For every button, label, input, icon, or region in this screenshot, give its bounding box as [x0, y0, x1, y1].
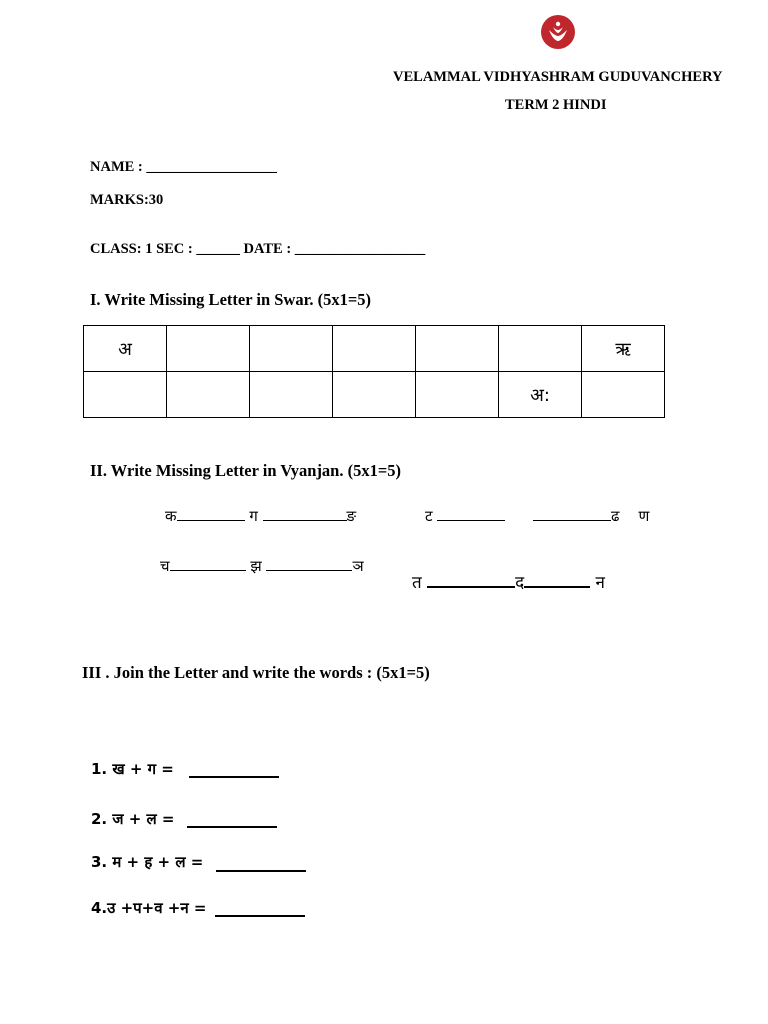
letter: द	[515, 573, 525, 593]
swar-cell: ऋ	[582, 326, 665, 372]
swar-cell	[333, 326, 416, 372]
letter: ञ	[352, 557, 364, 575]
question-3: 3. म + ह + ल =	[91, 853, 204, 871]
question-1: 1. ख + ग =	[91, 760, 174, 778]
letter: ग	[249, 507, 258, 525]
vyanjan-row-3	[412, 570, 605, 593]
blank-line	[533, 519, 611, 521]
question-4: 4.उ +प+व +न =	[91, 899, 207, 917]
answer-line	[215, 915, 305, 917]
table-row	[84, 372, 665, 418]
swar-cell: अ	[84, 326, 167, 372]
name-field: NAME : __________________	[90, 159, 277, 175]
letter: ण	[638, 507, 650, 525]
letter: ट	[425, 507, 433, 525]
section1-title: I. Write Missing Letter in Swar. (5x1=5)	[90, 290, 372, 309]
swar-cell	[250, 326, 333, 372]
exam-title: TERM 2 HINDI	[505, 97, 607, 113]
swar-cell	[416, 372, 499, 418]
swar-cell	[499, 326, 582, 372]
section3-title: III . Join the Letter and write the words : (5x1=5)	[82, 663, 430, 682]
swar-cell	[416, 326, 499, 372]
swar-cell	[582, 372, 665, 418]
blank-line	[524, 585, 590, 588]
answer-line	[216, 870, 306, 872]
swar-cell	[167, 326, 250, 372]
swar-cell: अ:	[499, 372, 582, 418]
section2-title: II. Write Missing Letter in Vyanjan. (5x1=5)	[90, 461, 402, 480]
letter: त	[412, 573, 422, 593]
vyanjan-row-2	[160, 556, 364, 576]
letter: ढ	[611, 507, 620, 525]
blank-line	[263, 519, 347, 521]
blank-line	[266, 569, 352, 571]
vyanjan-row-1b	[425, 506, 505, 526]
school-name: VELAMMAL VIDHYASHRAM GUDUVANCHERY	[393, 69, 723, 85]
class-sec-date-field: CLASS: 1 SEC : ______ DATE : __________________	[90, 241, 426, 257]
table-row	[84, 326, 665, 372]
swar-cell	[333, 372, 416, 418]
letter: न	[595, 573, 605, 593]
blank-line	[427, 585, 515, 588]
swar-cell	[84, 372, 167, 418]
swar-table	[83, 325, 665, 418]
blank-line	[437, 519, 505, 521]
swar-cell	[250, 372, 333, 418]
blank-line	[177, 519, 245, 521]
school-logo	[540, 14, 576, 50]
swar-cell	[167, 372, 250, 418]
vyanjan-row-1	[165, 506, 356, 526]
answer-line	[189, 776, 279, 778]
letter: क	[165, 507, 177, 525]
letter: झ	[250, 557, 262, 575]
blank-line	[170, 569, 246, 571]
question-2: 2. ज + ल =	[91, 810, 175, 828]
answer-line	[187, 826, 277, 828]
letter: ङ	[346, 507, 357, 525]
letter: च	[160, 557, 170, 575]
vyanjan-row-1c	[533, 506, 649, 526]
marks-label: MARKS:30	[90, 192, 164, 208]
